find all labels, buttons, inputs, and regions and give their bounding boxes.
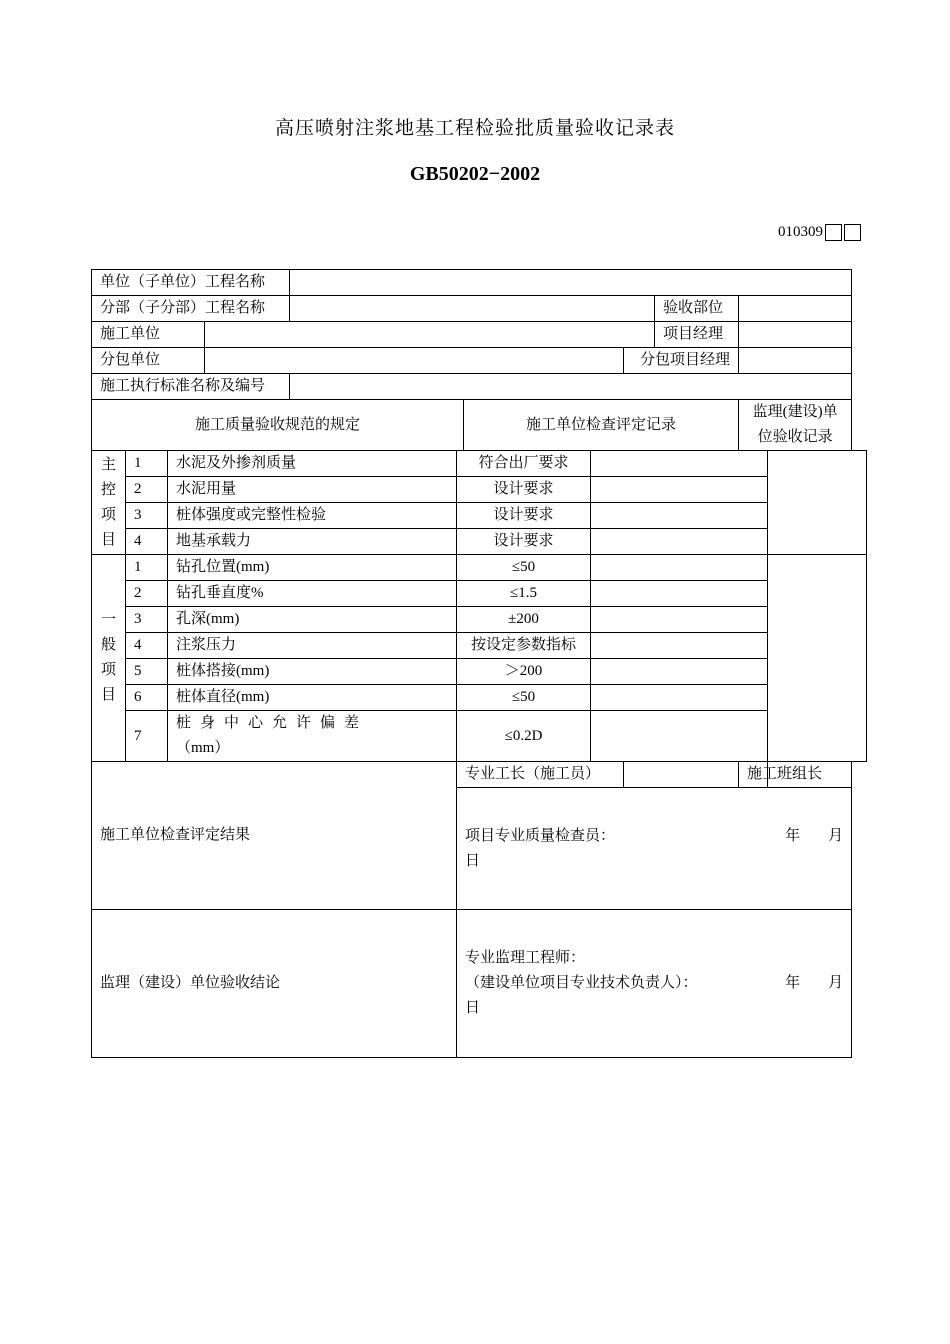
serial-box-2[interactable] [844,224,861,241]
item-construction-record[interactable] [591,451,768,477]
day-label: 日 [465,1000,481,1016]
item-name: 地基承载力 [168,529,457,555]
row-construction-unit [92,322,867,348]
construction-result-signature[interactable] [457,788,852,910]
acceptance-form-table [91,269,867,1058]
unit-project-label: 单位（子单位）工程名称 [92,270,290,296]
item-requirement: ≤50 [457,685,591,711]
item-requirement: ≤50 [457,555,591,581]
row-subcontract-unit [92,348,867,374]
table-row [92,529,867,555]
item-no: 6 [126,685,168,711]
supervision-engineer-label: 专业监理工程师： [465,950,586,966]
supervision-conclusion-label: 监理（建设）单位验收结论 [92,910,457,1058]
item-name: 水泥用量 [168,477,457,503]
row-foreman [92,762,867,788]
item-requirement: ±200 [457,607,591,633]
item-no: 1 [126,555,168,581]
main-items-supervision-record[interactable] [768,451,867,555]
construction-unit-value[interactable] [205,322,655,348]
serial-number-text: 010309 [778,224,823,240]
team-leader-label: 施工班组长 [739,762,768,788]
item-requirement: 符合出厂要求 [457,451,591,477]
item-construction-record[interactable] [591,555,768,581]
standard-label: 施工执行标准名称及编号 [92,374,290,400]
item-name-line1: 桩身中心允许偏差 [176,715,369,731]
year-label: 年 [785,975,801,991]
table-row [92,659,867,685]
construction-result-label: 施工单位检查评定结果 [92,762,457,910]
row-division-project [92,296,867,322]
main-items-group-label: 主 控 项 目 [92,451,126,555]
item-no: 2 [126,477,168,503]
item-no: 5 [126,659,168,685]
division-project-label: 分部（子分部）工程名称 [92,296,290,322]
col-header-supervision-line1: 监理(建设)单 [752,404,838,420]
subcontract-unit-label: 分包单位 [92,348,205,374]
general-items-group-label: 一 般 项 目 [92,555,126,762]
acceptance-part-value[interactable] [739,296,852,322]
item-no: 3 [126,607,168,633]
item-name: 钻孔位置(mm) [168,555,457,581]
division-project-value[interactable] [290,296,655,322]
item-no: 1 [126,451,168,477]
col-header-supervision-line2: 位验收记录 [757,429,833,445]
construction-unit-label: 施工单位 [92,322,205,348]
col-header-supervision-record [739,400,852,451]
table-row [92,451,867,477]
item-construction-record[interactable] [591,633,768,659]
project-manager-label: 项目经理 [655,322,739,348]
item-name: 注浆压力 [168,633,457,659]
item-requirement: 设计要求 [457,503,591,529]
item-name: 桩体搭接(mm) [168,659,457,685]
row-column-headers [92,400,867,451]
col-header-construction-record: 施工单位检查评定记录 [464,400,739,451]
item-name: 桩体直径(mm) [168,685,457,711]
project-manager-value[interactable] [739,322,852,348]
col-header-spec: 施工质量验收规范的规定 [92,400,464,451]
item-construction-record[interactable] [591,685,768,711]
item-name: 桩体强度或完整性检验 [168,503,457,529]
item-name-line2: （mm） [176,740,230,756]
owner-tech-label: （建设单位项目专业技术负责人）： [465,975,698,991]
standard-value[interactable] [290,374,852,400]
item-name: 钻孔垂直度% [168,581,457,607]
month-label: 月 [828,827,844,844]
supervision-conclusion-signature[interactable] [457,910,852,1058]
subcontract-manager-label: 分包项目经理 [624,348,739,374]
item-no: 7 [126,711,168,762]
day-label: 日 [465,852,481,869]
row-supervision-conclusion [92,910,867,1058]
unit-project-value[interactable] [290,270,852,296]
item-name: 水泥及外掺剂质量 [168,451,457,477]
item-no: 4 [126,529,168,555]
foreman-value[interactable] [624,762,739,788]
table-row [92,685,867,711]
item-name: 孔深(mm) [168,607,457,633]
item-construction-record[interactable] [591,503,768,529]
item-construction-record[interactable] [591,477,768,503]
item-construction-record[interactable] [591,581,768,607]
table-row [92,581,867,607]
year-label: 年 [785,827,801,844]
item-no: 4 [126,633,168,659]
item-requirement: ≤0.2D [457,711,591,762]
serial-number [778,224,861,241]
item-requirement: 设计要求 [457,529,591,555]
item-no: 3 [126,503,168,529]
item-construction-record[interactable] [591,711,768,762]
item-requirement: ≤1.5 [457,581,591,607]
item-construction-record[interactable] [591,529,768,555]
month-label: 月 [828,975,844,991]
item-requirement: 设计要求 [457,477,591,503]
item-name [168,711,457,762]
standard-code: GB50202−2002 [409,163,541,185]
table-row [92,503,867,529]
table-row [92,711,867,762]
item-construction-record[interactable] [591,607,768,633]
acceptance-part-label: 验收部位 [655,296,739,322]
item-construction-record[interactable] [591,659,768,685]
row-standard [92,374,867,400]
table-row [92,633,867,659]
table-row [92,555,867,581]
foreman-label: 专业工长（施工员） [457,762,624,788]
subcontract-manager-value[interactable] [739,348,852,374]
quality-inspector-label: 项目专业质量检查员： [465,827,616,844]
general-items-supervision-record[interactable] [768,555,867,762]
subcontract-unit-value[interactable] [205,348,624,374]
item-no: 2 [126,581,168,607]
row-unit-project [92,270,867,296]
item-requirement: ＞200 [457,659,591,685]
table-row [92,607,867,633]
item-requirement: 按设定参数指标 [457,633,591,659]
table-row [92,477,867,503]
page-title: 高压喷射注浆地基工程检验批质量验收记录表 [274,117,675,139]
serial-box-1[interactable] [825,224,842,241]
